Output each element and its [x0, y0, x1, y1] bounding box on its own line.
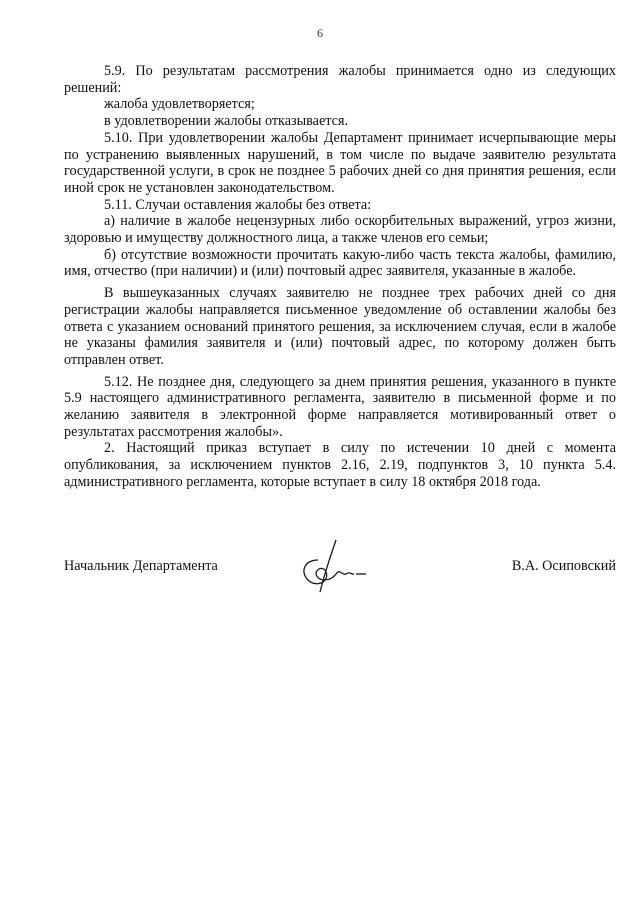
paragraph-5-11: 5.11. Случаи оставления жалобы без ответа:	[104, 196, 372, 213]
paragraph-order-effective: 2. Настоящий приказ вступает в силу по истечении 10 дней с момента опубликования, за исключением пунктов 2.16, 2.19, подпунктов 3, 10 пункта 5.4. административного регламента, которые вступает в силу 18 октября 2018 года.	[64, 440, 616, 490]
paragraph-option-satisfied: жалоба удовлетворяется;	[104, 96, 255, 113]
signatory-name: В.А. Осиповский	[511, 558, 616, 574]
handwritten-signature	[296, 538, 386, 598]
paragraph-5-9: 5.9. По результатам рассмотрения жалобы принимается одно из следующих решений:	[64, 63, 616, 96]
paragraph-5-11-b: б) отсутствие возможности прочитать какую-либо часть текста жалобы, фамилию, имя, отчество (при наличии) и (или) почтовый адрес заявителя, указанные в жалобе.	[64, 246, 616, 280]
paragraph-above-cases: В вышеуказанных случаях заявителю не позднее трех рабочих дней со дня регистрации жалобы направляется письменное уведомление об оставлении жалобы без ответа с указанием оснований принятого решения, за исключением случая, если в жалобе не указаны фамилия заявителя и (или) почтовый адрес, по которому должен быть отправлен ответ.	[64, 285, 616, 368]
paragraph-5-10: 5.10. При удовлетворении жалобы Департамент принимает исчерпывающие меры по устранению выявленных нарушений, в том числе по выдаче заявителю результата государственной услуги, в срок не позднее 5 рабочих дней со дня принятия решения, если иной срок не установлен законодательством.	[64, 129, 616, 196]
paragraph-option-refused: в удовлетворении жалобы отказывается.	[104, 113, 349, 130]
signatory-title: Начальник Департамента	[64, 558, 218, 574]
page-number: 6	[317, 26, 323, 40]
signature-block	[64, 558, 616, 598]
paragraph-5-11-a: а) наличие в жалобе нецензурных либо оскорбительных выражений, угроз жизни, здоровью и имуществу должностного лица, а также членов его семьи;	[64, 213, 616, 247]
document-body	[64, 63, 616, 491]
paragraph-5-12: 5.12. Не позднее дня, следующего за днем принятия решения, указанного в пункте 5.9 настоящего административного регламента, заявителю в письменной форме и по желанию заявителя в электронной форме направляется мотивированный ответ о результатах рассмотрения жалобы».	[64, 373, 616, 440]
